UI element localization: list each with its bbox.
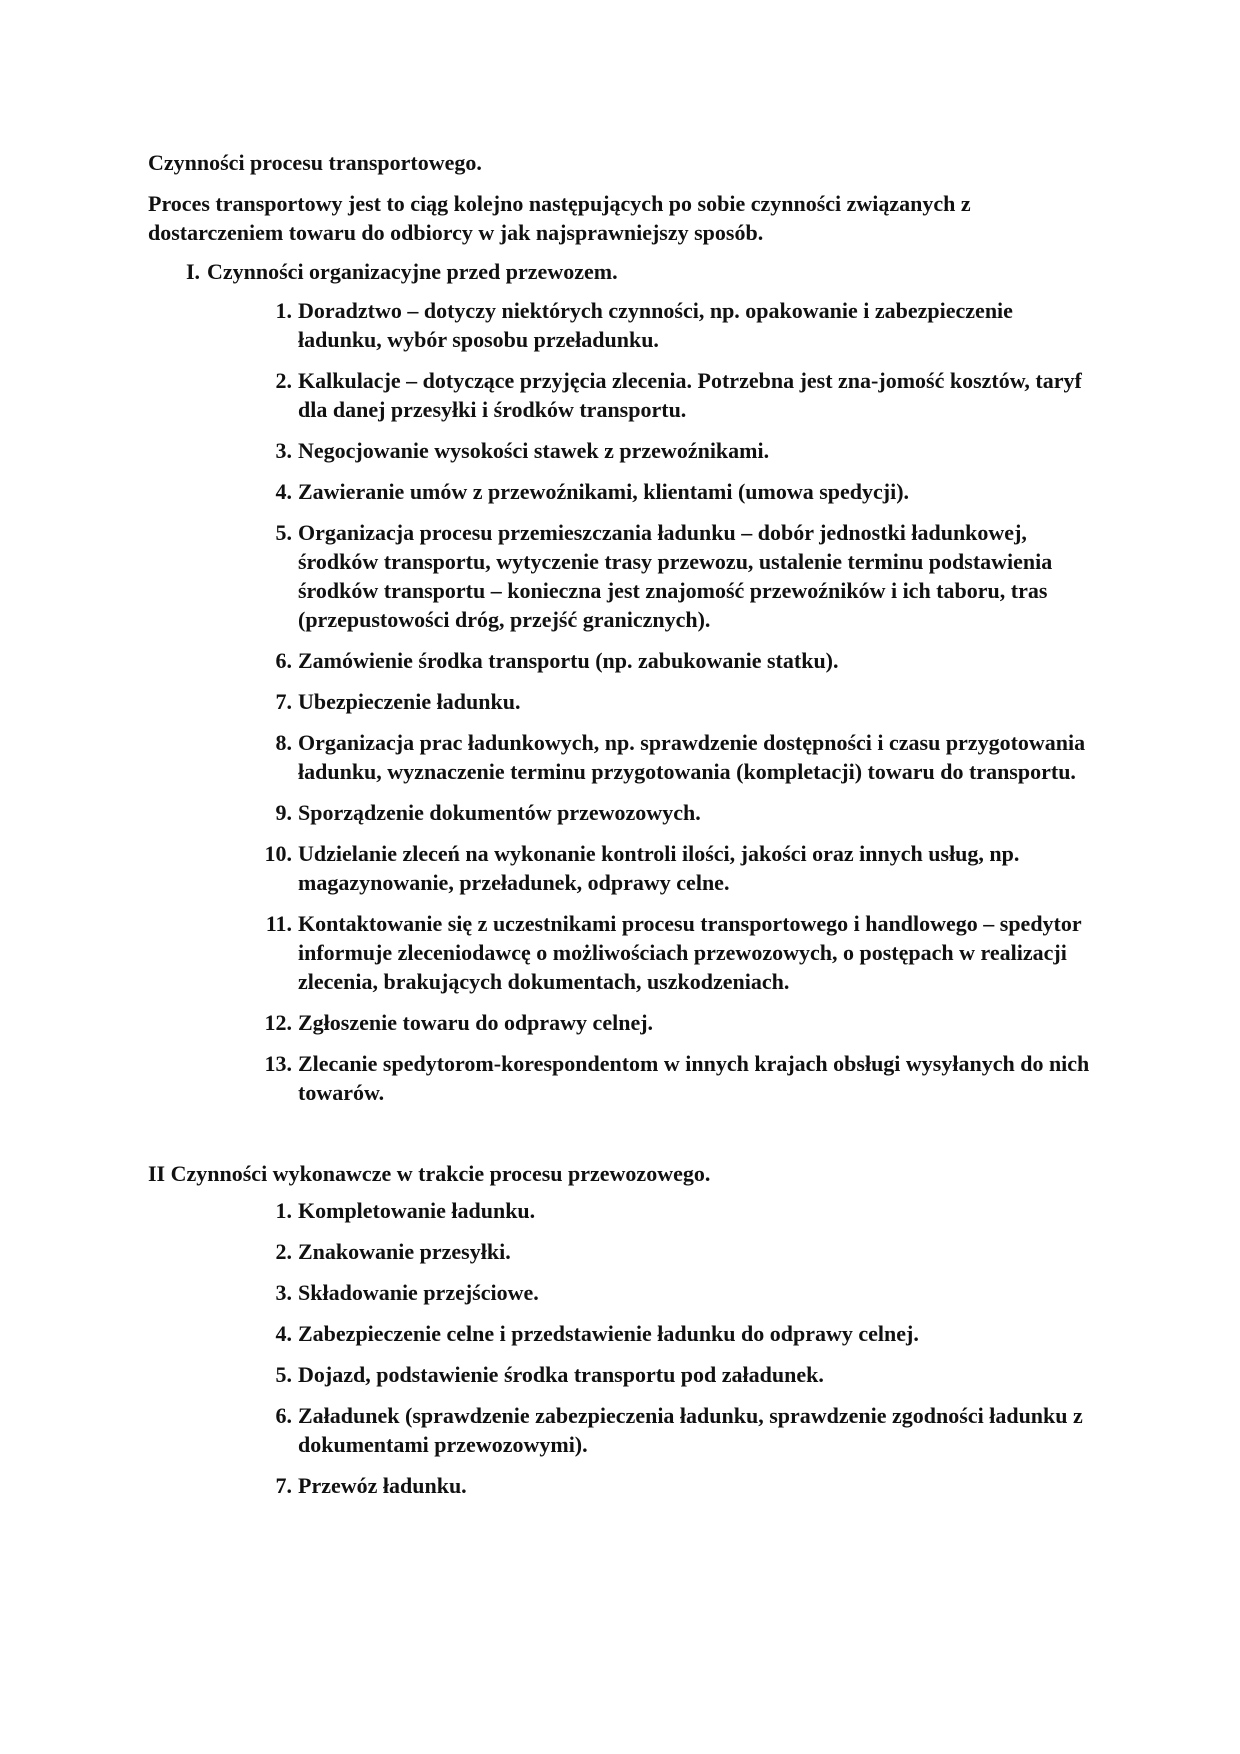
list-item-number: 8. [275,730,292,755]
list-item-number: 13. [264,1051,292,1076]
list-item-number: 10. [264,841,292,866]
list-item-text: Doradztwo – dotyczy niektórych czynności, np. opakowanie i zabezpieczenie ładunku, wybór sposobu przeładunku. [298,298,1013,352]
list-item-text: Załadunek (sprawdzenie zabezpieczenia ładunku, sprawdzenie zgodności ładunku z dokumentami przewozowymi). [298,1403,1083,1457]
list-item-number: 3. [275,1280,292,1305]
section-1-heading [186,257,1098,286]
list-item [275,687,1098,716]
intro-paragraph: Proces transportowy jest to ciąg kolejno następujących po sobie czynności związanych z dostarczeniem towaru do odbiorcy w jak najsprawniejszy sposób. [148,191,971,245]
list-item [265,909,1098,996]
section-2-heading: II Czynności wykonawcze w trakcie procesu przewozowego. [148,1161,711,1186]
list-item-number: 6. [275,1403,292,1428]
list-item-text: Zamówienie środka transportu (np. zabukowanie statku). [298,648,839,673]
list-item-number: 12. [264,1010,292,1035]
list-item-text: Znakowanie przesyłki. [298,1239,511,1264]
list-item-text: Kalkulacje – dotyczące przyjęcia zlecenia. Potrzebna jest zna-jomość kosztów, taryf dla danej przesyłki i środków transportu. [298,368,1082,422]
list-item [275,1401,1098,1459]
list-item [275,477,1098,506]
section-1-list [148,296,1098,1107]
list-item [275,1237,1098,1266]
list-item [264,1008,1098,1037]
list-item [275,1360,1098,1389]
list-item-text: Przewóz ładunku. [298,1473,467,1498]
list-item-text: Organizacja procesu przemieszczania ładunku – dobór jednostki ładunkowej, środków transportu, wytyczenie trasy przewozu, ustalenie terminu podstawienia środków transportu – konieczna jest znajomość przewoźników i ich taboru, tras (przepustowości dróg, przejść granicznych). [298,520,1053,632]
section-2-list [148,1196,1098,1500]
list-item-number: 7. [275,689,292,714]
list-item-text: Zlecanie spedytorom-korespondentom w innych krajach obsługi wysyłanych do nich towarów. [298,1051,1090,1105]
list-item-text: Zgłoszenie towaru do odprawy celnej. [298,1010,654,1035]
list-item-number: 5. [275,1362,292,1387]
list-item-number: 1. [275,298,292,323]
list-item-number: 3. [275,438,292,463]
list-item-number: 6. [275,648,292,673]
list-item [275,798,1098,827]
list-item-number: 4. [275,479,292,504]
list-item-number: 2. [275,1239,292,1264]
list-item [275,1319,1098,1348]
list-item-number: 4. [275,1321,292,1346]
list-item-number: 5. [275,520,292,545]
list-item [275,646,1098,675]
list-item [275,1278,1098,1307]
list-item [264,839,1098,897]
list-item-text: Zawieranie umów z przewoźnikami, klientami (umowa spedycji). [298,479,910,504]
list-item-text: Sporządzenie dokumentów przewozowych. [298,800,701,825]
list-item [275,1196,1098,1225]
list-item-text: Ubezpieczenie ładunku. [298,689,521,714]
section-gap [148,1119,1098,1159]
list-item [264,1049,1098,1107]
list-item-text: Dojazd, podstawienie środka transportu pod załadunek. [298,1362,824,1387]
document-title: Czynności procesu transportowego. [148,150,482,175]
list-item [275,436,1098,465]
list-item-text: Organizacja prac ładunkowych, np. sprawdzenie dostępności i czasu przygotowania ładunku, wyznaczenie terminu przygotowania (kompletacji) towaru do transportu. [298,730,1086,784]
list-item [275,1471,1098,1500]
list-item-text: Negocjowanie wysokości stawek z przewoźnikami. [298,438,770,463]
document-page [148,148,1098,1512]
list-item-number: 9. [275,800,292,825]
list-item-number: 7. [275,1473,292,1498]
list-item [275,366,1098,424]
list-item-text: Kompletowanie ładunku. [298,1198,536,1223]
list-item-number: 11. [265,911,292,936]
list-item-number: 2. [275,368,292,393]
list-item-text: Kontaktowanie się z uczestnikami procesu transportowego i handlowego – spedytor informuje zleceniodawcę o możliwościach przewozowych, o postępach w realizacji zlecenia, brakujących dokumentach, uszkodzeniach. [298,911,1082,994]
list-item-number: 1. [275,1198,292,1223]
list-item-text: Zabezpieczenie celne i przedstawienie ładunku do odprawy celnej. [298,1321,919,1346]
list-item [275,518,1098,634]
list-item [275,296,1098,354]
section-1-number: I. [186,259,201,284]
section-1-title: Czynności organizacyjne przed przewozem. [207,259,618,284]
list-item [275,728,1098,786]
list-item-text: Udzielanie zleceń na wykonanie kontroli ilości, jakości oraz innych usług, np. magazynowanie, przeładunek, odprawy celne. [298,841,1020,895]
list-item-text: Składowanie przejściowe. [298,1280,539,1305]
